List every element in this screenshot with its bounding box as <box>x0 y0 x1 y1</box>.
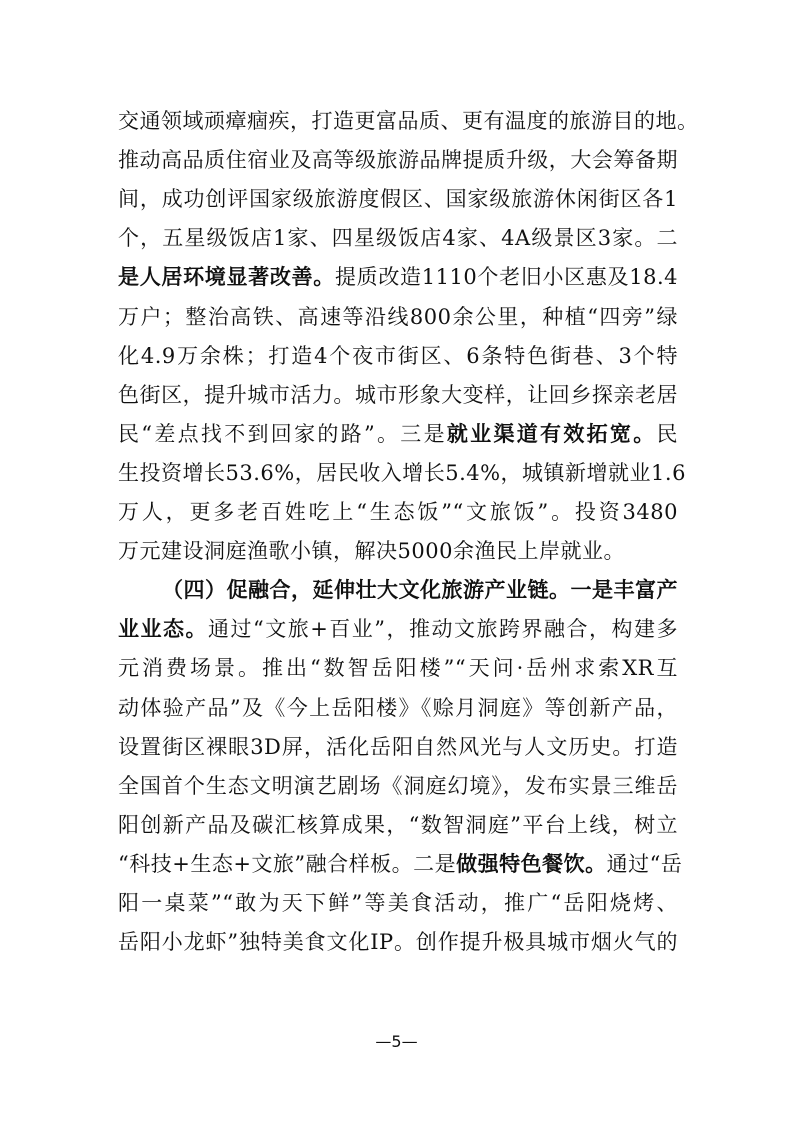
text-segment: 全国首个生态文明演艺剧场《洞庭幻境》，发布实景三维岳 <box>118 773 678 798</box>
text-segment: 万元建设洞庭渔歌小镇，解决5000余渔民上岸就业。 <box>118 539 625 564</box>
text-line <box>118 805 678 845</box>
page-number: —5— <box>375 1032 418 1051</box>
text-segment: 个，五星级饭店1家、四星级饭店4家、4A级景区3家。二 <box>118 226 678 251</box>
text-segment: 民 <box>656 421 678 446</box>
text-line <box>118 922 678 962</box>
text-segment: 提质改造1110个老旧小区惠及18.4 <box>334 265 678 290</box>
text-segment: 间，成功创评国家级旅游度假区、国家级旅游休闲街区各1 <box>118 187 678 212</box>
bold-text-segment: （四）促融合，延伸壮大文化旅游产业链。一是丰富产 <box>162 577 678 603</box>
text-line <box>118 101 699 141</box>
text-segment: 岳阳小龙虾”独特美食文化IP。创作提升极具城市烟火气的 <box>118 930 678 955</box>
text-line <box>118 609 678 649</box>
text-segment: 万人，更多老百姓吃上“生态饭”“文旅饭”。投资3480 <box>118 500 678 524</box>
text-segment: 推动高品质住宿业及高等级旅游品牌提质升级，大会筹备期 <box>118 148 678 173</box>
text-line <box>118 257 678 297</box>
text-line <box>118 336 678 376</box>
bold-text-segment: 业业态。 <box>118 616 208 642</box>
bold-text-segment: 是人居环境显著改善。 <box>118 264 335 290</box>
text-segment: 色街区，提升城市活力。城市形象大变样，让回乡探亲老居 <box>118 382 678 407</box>
text-segment: 交通领域顽瘴痼疾，打造更富品质、更有温度的旅游目的地。 <box>118 109 699 133</box>
text-segment: 生投资增长53.6%，居民收入增长5.4%，城镇新增就业1.6 <box>118 460 686 485</box>
text-segment: 民“差点找不到回家的路”。三是 <box>118 421 447 446</box>
text-line <box>118 844 683 884</box>
text-segment: 通过“岳 <box>606 851 683 876</box>
text-segment: 万户；整治高铁、高速等沿线800余公里，种植“四旁”绿 <box>118 304 678 329</box>
text-line <box>118 179 678 219</box>
text-line <box>118 218 678 258</box>
text-line <box>118 688 678 728</box>
text-line <box>118 883 678 923</box>
text-line <box>118 570 678 610</box>
text-segment: 动体验产品”及《今上岳阳楼》《赊月洞庭》等创新产品， <box>118 695 678 720</box>
text-segment: “科技+生态+文旅”融合样板。二是 <box>118 851 457 876</box>
text-line <box>118 648 678 688</box>
text-line <box>118 414 678 454</box>
text-line <box>118 531 678 571</box>
text-segment: 化4.9万余株；打造4个夜市街区、6条特色街巷、3个特 <box>118 343 678 368</box>
text-segment: 通过“文旅+百业”，推动文旅跨界融合，构建多 <box>208 617 679 642</box>
text-line <box>118 492 678 532</box>
text-line <box>118 297 678 337</box>
bold-text-segment: 就业渠道有效拓宽。 <box>446 420 657 446</box>
text-segment: 阳创新产品及碳汇核算成果，“数智洞庭”平台上线，树立 <box>118 812 678 837</box>
text-line <box>118 375 678 415</box>
bold-text-segment: 做强特色餐饮。 <box>456 850 607 876</box>
text-line <box>118 140 678 180</box>
text-segment: 元消费场景。推出“数智岳阳楼”“天问·岳州求索XR互 <box>118 656 678 681</box>
text-segment: 阳一桌菜”“敢为天下鲜”等美食活动，推广“岳阳烧烤、 <box>118 891 678 915</box>
text-segment: 设置街区裸眼3D屏，活化岳阳自然风光与人文历史。打造 <box>118 734 678 759</box>
text-line <box>118 727 678 767</box>
text-line <box>118 766 678 806</box>
text-line <box>118 453 686 493</box>
